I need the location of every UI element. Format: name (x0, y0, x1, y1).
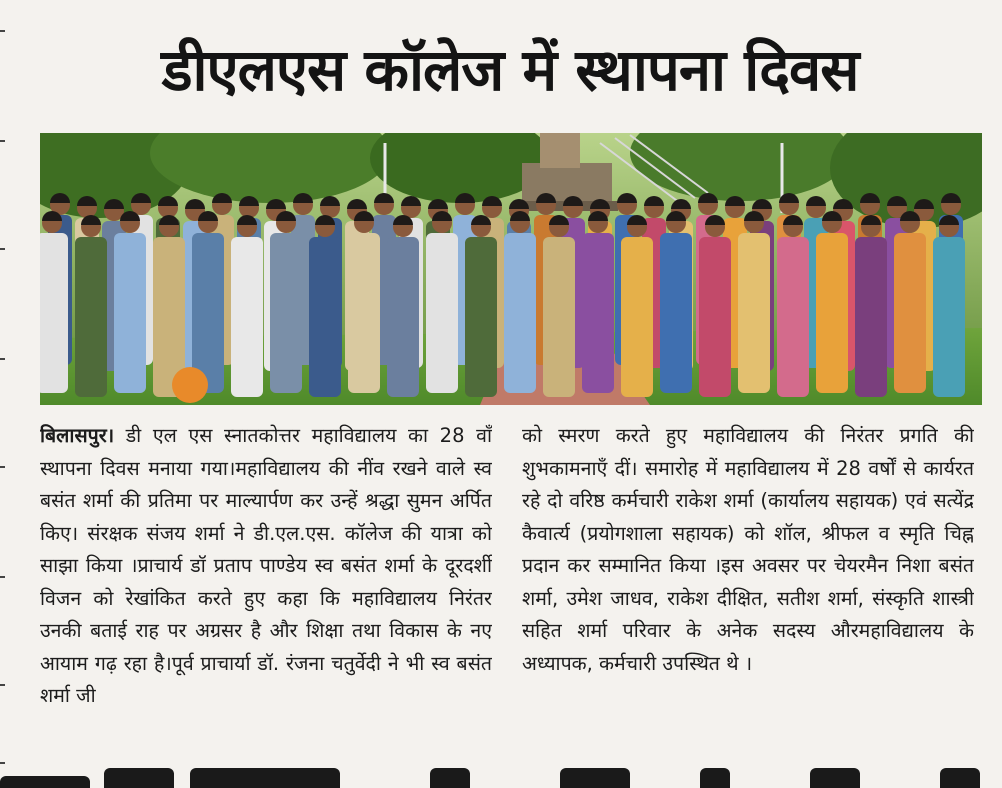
group-photo-illustration (40, 133, 982, 405)
person (231, 215, 263, 397)
person (738, 211, 770, 393)
person (621, 215, 653, 397)
person (582, 211, 614, 393)
person (40, 211, 68, 393)
group-photo (40, 133, 982, 405)
person (387, 215, 419, 397)
person (270, 211, 302, 393)
margin-tick-marks (0, 20, 6, 780)
person (894, 211, 926, 393)
dateline: बिलासपुर। (40, 424, 115, 447)
person (309, 215, 341, 397)
article-column-right (522, 420, 974, 750)
article-text-left: डी एल एस स्नातकोत्तर महाविद्यालय का 28 वाँ स्थापना दिवस मनाया गया।महाविद्यालय की नींव रखने वाले स्व बसंत शर्मा की प्रतिमा पर माल्यार्पण कर उन्हें श्रद्धा सुमन अर्पित किए। संरक्षक संजय शर्मा ने डी.एल.एस. कॉलेज की यात्रा को साझा किया ।प्राचार्य डॉ प्रताप पाण्डेय स्व बसंत शर्मा के दूरदर्शी विजन को रेखांकित करते हुए कहा कि महाविद्यालय निरंतर उनकी बताई राह पर अग्रसर है और शिक्षा तथा विकास के नए आयाम गढ़ रहा है।पूर्व प्राचार्या डॉ. रंजना चतुर्वेदी ने भी स्व बसंत शर्मा जी (40, 424, 492, 707)
person (660, 211, 692, 393)
person (543, 215, 575, 397)
article-column-left (40, 420, 492, 750)
person (465, 215, 497, 397)
person (75, 215, 107, 397)
person (933, 215, 965, 397)
cropped-next-headline (0, 768, 1002, 788)
person (114, 211, 146, 393)
person (348, 211, 380, 393)
person (192, 211, 224, 393)
person (699, 215, 731, 397)
person (504, 211, 536, 393)
person (426, 211, 458, 393)
person (816, 211, 848, 393)
headline: डीएलएस कॉलेज में स्थापना दिवस (161, 36, 859, 104)
person (777, 215, 809, 397)
person (855, 215, 887, 397)
orange-bag (172, 367, 208, 403)
person (153, 215, 185, 397)
article-text-right: को स्मरण करते हुए महाविद्यालय की निरंतर प्रगति की शुभकामनाएँ दीं। समारोह में महाविद्यालय में 28 वर्षों से कार्यरत रहे दो वरिष्ठ कर्मचारी राकेश शर्मा (कार्यालय सहायक) एवं सत्येंद्र कैवार्त्य (प्रयोगशाला सहायक) को शॉल, श्रीफल व स्मृति चिह्न प्रदान कर सम्मानित किया ।इस अवसर पर चेयरमैन निशा बसंत शर्मा, उमेश जाधव, राकेश दीक्षित, सतीश शर्मा, संस्कृति शास्त्री सहित शर्मा परिवार के अनेक सदस्य औरमहाविद्यालय के अध्यापक, कर्मचारी उपस्थित थे । (522, 424, 974, 675)
